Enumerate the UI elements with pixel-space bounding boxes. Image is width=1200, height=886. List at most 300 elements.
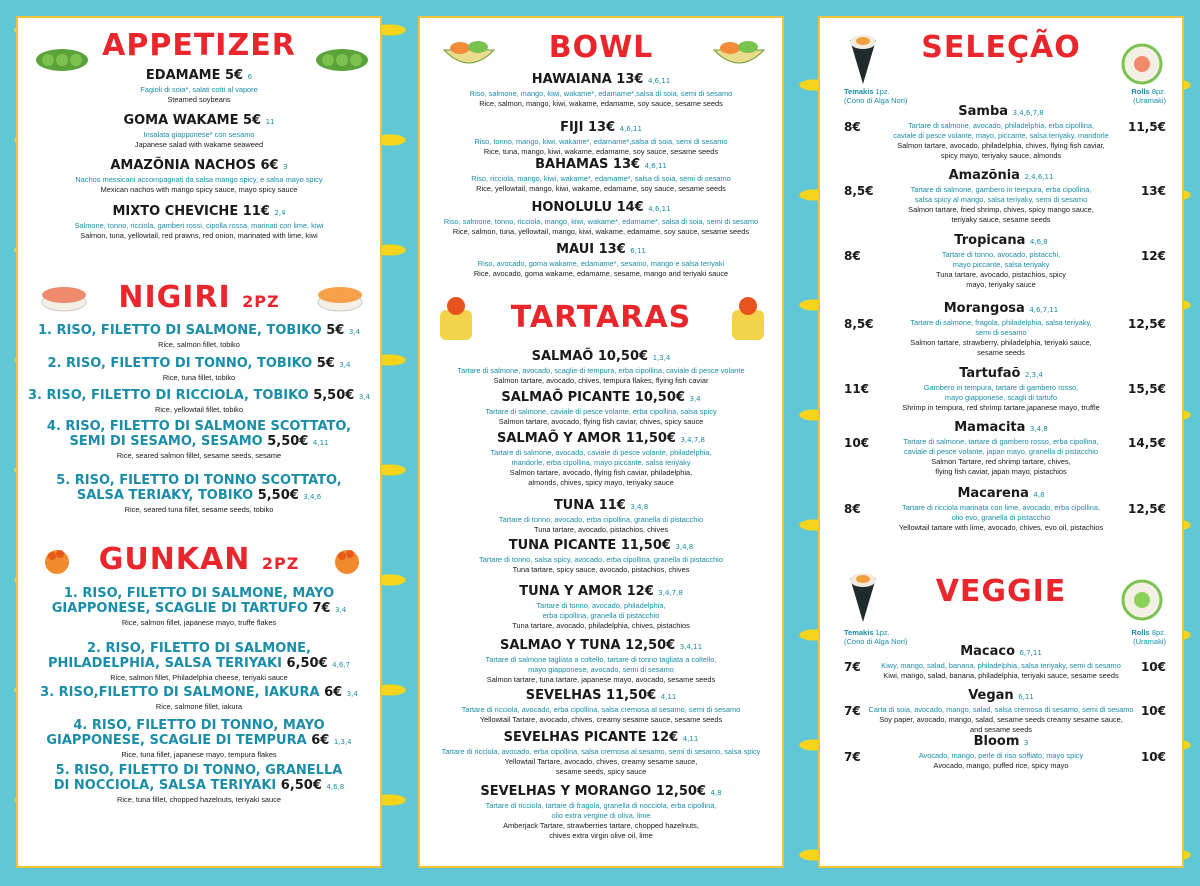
gunkan-item-name-line — [24, 601, 374, 618]
selecao-item-allergens: 4,6,8 — [1029, 238, 1048, 246]
nigiri-item-price: 5,50€ — [313, 388, 355, 403]
tartaras-item-italian: olio extra vergine di oliva, lime — [551, 811, 651, 820]
selecao-temaki-price: 11€ — [844, 382, 870, 396]
rolls-header-label: Rolls — [1131, 87, 1150, 96]
selecao-item-name — [826, 233, 1176, 250]
bowl-item-title: HONOLULU 14€ — [531, 200, 644, 215]
bowl-item-italian: Riso, salmone, tonno, ricciola, mango, kiwi, wakame*, edamame*, salsa di soia, semi di sesamo — [443, 217, 759, 226]
gunkan-item-allergens: 4,6,7 — [332, 661, 350, 669]
selecao-item — [826, 168, 1176, 225]
tartaras-item-english: Tuna tartare, avocado, philadelphia, chives, pistachios — [512, 621, 690, 630]
gunkan-item-english: Rice, tuna fillet, chopped hazelnuts, teriyaki sauce — [117, 795, 281, 804]
appetizer-item-title: GOMA WAKAME 5€ — [123, 113, 262, 128]
selecao-roll-price: 15,5€ — [1128, 382, 1166, 396]
tartaras-item-italian: mandorle, erba cipollina, mayo piccante, salsa teriyaky — [511, 458, 691, 467]
nigiri-item-name-text: SEMI DI SESAMO, SESAMO — [69, 434, 263, 449]
selecao-item-italian: olio evo, granella di pistacchio — [951, 513, 1051, 522]
bowl-item-allergens: 4,6,11 — [619, 125, 642, 133]
bowl-item-english: Rice, salmon, mango, kiwi, wakame, edamame, soy sauce, sesame seeds — [479, 99, 723, 108]
gunkan-item-price: 7€ — [312, 601, 331, 616]
bowl-item — [426, 157, 776, 194]
selecao-item-english: Tuna tartare, avocado, pistachios, spicy — [936, 270, 1066, 279]
gunkan-item-price: 6,50€ — [286, 656, 328, 671]
bowl-item-name — [426, 72, 776, 89]
tartaras-item — [426, 730, 776, 777]
nigiri-item-name-text: SALSA TERIAKY, TOBIKO — [76, 488, 254, 503]
veggie-roll-price: 10€ — [1140, 660, 1166, 674]
gunkan-item — [24, 685, 374, 712]
selecao-roll-price: 11,5€ — [1128, 120, 1166, 134]
bowl-item-name — [426, 242, 776, 259]
menu-panel-left — [16, 16, 382, 868]
tartaras-item-name — [426, 784, 776, 801]
gunkan-item-price: 6,50€ — [280, 778, 322, 793]
tartaras-item-english: Tuna tartare, spicy sauce, avocado, pistachios, chives — [512, 565, 690, 574]
selecao-item-italian: caviale di pesce volante, mayo, piccante, salsa teriyaky, mandorle — [893, 131, 1109, 140]
selecao-item — [826, 420, 1176, 477]
tartaras-item-english: Tuna tartare, avocado, pistachios, chives — [533, 525, 669, 534]
bowl-item — [426, 72, 776, 109]
gunkan-item — [24, 586, 374, 628]
nigiri-item-name-line — [24, 473, 374, 488]
selecao-item-name — [826, 301, 1176, 318]
veggie-roll-price: 10€ — [1140, 750, 1166, 764]
selecao-item-english: mayo, teriyaky sauce — [966, 280, 1036, 289]
section-title-bowl: BOWL — [548, 30, 654, 65]
appetizer-item-italian: Fagioli di soia*, salati cotti al vapore — [140, 85, 258, 94]
selecao-item — [826, 301, 1176, 358]
selecao-item-italian: Tartare di salmone, gambero in tempura, erba cipollina, — [910, 185, 1092, 194]
appetizer-item-italian: Nachos messicani accompagnati da salsa mango spicy, e salsa mayo spicy — [75, 175, 323, 184]
nigiri-item — [24, 388, 374, 415]
tartaras-item-english: Salmon tartare, avocado, flying fish caviar, philadelphia, — [509, 468, 693, 477]
tartaras-item — [426, 498, 776, 535]
veggie-item-allergens: 6,7,11 — [1019, 649, 1042, 657]
veggie-item-english: and sesame seeds — [969, 725, 1033, 734]
tartaras-item-title: TUNA PICANTE 11,50€ — [508, 538, 671, 553]
tartaras-item — [426, 584, 776, 631]
nigiri-item-name-line — [24, 356, 374, 373]
gunkan-item-name-line — [24, 718, 374, 733]
tartaras-item-title: SALMAÕ Y AMOR 11,50€ — [496, 431, 676, 446]
selecao-item-english: Shrimp in tempura, red shrimp tartare,japanese mayo, truffle — [902, 403, 1100, 412]
gunkan-item-english: Rice, salmone fillet, iakura — [155, 702, 243, 711]
selecao-item-title: Tartufaõ — [959, 366, 1021, 381]
veggie-temaki-header-label: Temakis — [844, 628, 874, 637]
tartaras-item-italian: erba cipollina, granella di pistacchio — [542, 611, 660, 620]
tartaras-item-italian: Tartare di tonno, salsa spicy, avocado, erba cipollina, granella di pistacchio — [479, 555, 723, 564]
appetizer-item-english: Japanese salad with wakame seaweed — [134, 140, 264, 149]
veggie-item-italian: Kiwy, mango, salad, banana, philadelphia, salsa teriyaky, semi di sesamo — [881, 661, 1121, 670]
gunkan-item-name-text: 1. RISO, FILETTO DI SALMONE, MAYO — [63, 586, 335, 601]
selecao-item-english: Salmon tartare, strawberry, philadelphia, teriyaki sauce, — [910, 338, 1092, 347]
tartaras-item-english: Amberjack Tartare, strawberries tartare, chopped hazelnuts, — [503, 821, 699, 830]
tartaras-item-name — [426, 730, 776, 747]
temaki-header-qty: 1pz. — [873, 87, 890, 96]
selecao-item-italian: Tartare di salmone, fragola, philadelphia, salsa teriyaky, — [910, 318, 1092, 327]
tartaras-item-title: TUNA Y AMOR 12€ — [519, 584, 654, 599]
bowl-item-title: MAUI 13€ — [556, 242, 626, 257]
selecao-roll-price: 14,5€ — [1128, 436, 1166, 450]
selecao-item-italian: mayo piccante, salsa teriyaky — [952, 260, 1050, 269]
tartaras-item — [426, 390, 776, 427]
nigiri-item-allergens: 3,4 — [358, 393, 370, 401]
veggie-item — [826, 734, 1176, 771]
gunkan-item-name-line — [24, 586, 374, 601]
nigiri-item-english: Rice, seared salmon fillet, sesame seeds, sesame — [116, 451, 282, 460]
nigiri-item-english: Rice, yellowtail fillet, tobiko — [155, 405, 243, 414]
nigiri-item-english: Rice, tuna fillet, tobiko — [162, 373, 236, 382]
gunkan-item-name-line — [24, 641, 374, 656]
appetizer-item-italian: Insalata giapponese* con sesamo — [143, 130, 255, 139]
tartaras-item — [426, 784, 776, 841]
selecao-item-english: sesame seeds — [977, 348, 1025, 357]
veggie-item — [826, 688, 1176, 735]
tartaras-item — [426, 538, 776, 575]
gunkan-item-name-text: 3. RISO,FILETTO DI SALMONE, IAKURA — [40, 685, 320, 700]
nigiri-item-name-text: 2. RISO, FILETTO DI TONNO, TOBIKO — [47, 356, 313, 371]
gunkan-item-price: 6€ — [311, 733, 330, 748]
tartaras-item-title: TUNA 11€ — [553, 498, 626, 513]
selecao-item-name — [826, 104, 1176, 121]
nigiri-item-name-line — [24, 488, 374, 505]
nigiri-item-price: 5,50€ — [257, 488, 299, 503]
gunkan-item-name-line — [24, 778, 374, 795]
section-title-tartaras: TARTARAS — [510, 300, 692, 335]
veggie-temaki-price: 7€ — [844, 704, 861, 718]
tartaras-item-english: almonds, chives, spicy mayo, teriyaky sauce — [528, 478, 674, 487]
bowl-item-allergens: 4,6,11 — [644, 162, 667, 170]
appetizer-item-english: Mexican nachos with mango spicy sauce, mayo spicy sauce — [100, 185, 298, 194]
temaki-column-header — [844, 87, 907, 105]
tartaras-item-title: SALMAÕ 10,50€ — [531, 349, 649, 364]
gunkan-item-english: Rice, salmon fillet, japanese mayo, truffe flakes — [121, 618, 277, 627]
tartaras-item-italian: Tartare di salmone, caviale di pesce volante, erba cipollina, salsa spicy — [485, 407, 717, 416]
nigiri-item-name-text: 1. RISO, FILETTO DI SALMONE, TOBIKO — [37, 323, 322, 338]
section-title-appetizer: APPETIZER — [102, 28, 296, 63]
nigiri-item-name-text: 5. RISO, FILETTO DI TONNO SCOTTATO, — [56, 473, 342, 488]
veggie-rolls-header-sub: (Uramaki) — [1133, 637, 1166, 646]
gunkan-item-name-text: 4. RISO, FILETTO DI TONNO, MAYO — [73, 718, 325, 733]
bowl-item-italian: Riso, avocado, goma wakame, edamame*, sesamo, mango e salsa teriyaki — [477, 259, 725, 268]
appetizer-item-name — [24, 113, 374, 130]
gunkan-item — [24, 718, 374, 760]
tartaras-item-english: Salmon tartare, avocado, chives, tempura flakes, flying fish caviar — [493, 376, 709, 385]
nigiri-item-name-line — [24, 323, 374, 340]
bowl-item-english: Rice, yellowtail, mango, kiwi, wakame, edamame, soy sauce, sesame seeds — [476, 184, 726, 193]
gunkan-item-name-line — [24, 763, 374, 778]
bowl-item-english: Rice, tuna, mango, kiwi, wakame, edamame, soy sauce, sesame seeds — [483, 147, 719, 156]
tartaras-item — [426, 638, 776, 685]
selecao-item-english: Salmon tartare, avocado, philadelphia, chives, flying fish caviar, — [897, 141, 1105, 150]
gunkan-pieces-label: 2PZ — [261, 554, 300, 573]
tartaras-item-name — [426, 688, 776, 705]
gunkan-item-allergens: 1,3,4 — [333, 738, 352, 746]
tartaras-item-allergens: 4,8 — [710, 789, 722, 797]
gunkan-item-allergens: 4,6,8 — [326, 783, 345, 791]
rolls-column-header — [1131, 87, 1166, 105]
nigiri-item-name-line — [24, 388, 374, 405]
gunkan-item-english: Rice, salmon fillet, Philadelphia cheese, teriyaki sauce — [110, 673, 288, 682]
tartaras-item-allergens: 3,4,7,8 — [680, 436, 705, 444]
selecao-item-name — [826, 366, 1176, 383]
selecao-temaki-price: 8€ — [844, 249, 861, 263]
tartaras-item-title: SEVELHAS 11,50€ — [525, 688, 657, 703]
selecao-item-italian: salsa spicy al mango, salsa teriyaky, semi di sesamo — [914, 195, 1088, 204]
appetizer-item — [24, 204, 374, 241]
tartaras-item-name — [426, 584, 776, 601]
bowl-item — [426, 120, 776, 157]
nigiri-item-price: 5€ — [316, 356, 335, 371]
nigiri-item-price: 5€ — [326, 323, 345, 338]
veggie-item-english: Soy paper, avocado, mango, salad, sesame seeds creamy sesame sauce, — [879, 715, 1123, 724]
nigiri-item-name-line — [24, 419, 374, 434]
appetizer-item-title: AMAZÕNIA NACHOS 6€ — [110, 158, 279, 173]
veggie-temaki-header-sub: (Cono di Alga Nori) — [844, 637, 908, 646]
veggie-item-name — [826, 734, 1176, 751]
nigiri-item — [24, 323, 374, 350]
veggie-temaki-price: 7€ — [844, 660, 861, 674]
selecao-item-english: Salmon Tartare, red shrimp tartare, chives, — [931, 457, 1071, 466]
bowl-item-name — [426, 120, 776, 137]
veggie-item-title: Bloom — [973, 734, 1020, 749]
veggie-item-italian: Avocado, mango, perle di riso soffiato, mayo spicy — [918, 751, 1084, 760]
gunkan-item-name-text: DI NOCCIOLA, SALSA TERIYAKI — [53, 778, 277, 793]
section-title-nigiri — [18, 280, 380, 315]
menu-panel-right — [818, 16, 1184, 868]
appetizer-item-allergens: 6 — [247, 73, 253, 81]
appetizer-item-allergens: 11 — [265, 118, 275, 126]
nigiri-item-name-text: 3. RISO, FILETTO DI RICCIOLA, TOBIKO — [28, 388, 309, 403]
tartaras-item-allergens: 4,11 — [682, 735, 699, 743]
bowl-item — [426, 200, 776, 237]
tartaras-item-allergens: 4,11 — [660, 693, 677, 701]
selecao-item-english: teriyaky sauce, sesame seeds — [951, 215, 1051, 224]
selecao-item-italian: Tartare di ricciola marinata con lime, avocado, erba cipollina, — [902, 503, 1100, 512]
appetizer-item-italian: Salmone, tonno, ricciola, gamberi rossi, cipolla rossa, marinati con lime, kiwi — [74, 221, 324, 230]
tartaras-item — [426, 688, 776, 725]
selecao-item-allergens: 3,4,8 — [1029, 425, 1048, 433]
menu-panel-middle — [418, 16, 784, 868]
bowl-item-italian: Riso, ricciola, mango, kiwi, wakame*, edamame*, salsa di soia, semi di sesamo — [471, 174, 731, 183]
selecao-item-italian: caviale di pesce volante, japan mayo, granella di pistacchio — [904, 447, 1098, 456]
gunkan-item-name-line — [24, 656, 374, 673]
tartaras-item-english: Salmon tartare, avocado, flying fish caviar, chives, spicy sauce — [498, 417, 704, 426]
tartaras-item-english: sesame seeds, spicy sauce — [555, 767, 647, 776]
nigiri-title-text: NIGIRI — [118, 280, 231, 315]
veggie-rolls-header-qty: 8pz. — [1149, 628, 1166, 637]
bowl-item-name — [426, 200, 776, 217]
tartaras-item-allergens: 3,4 — [689, 395, 701, 403]
nigiri-pieces-label: 2PZ — [242, 292, 280, 311]
tartaras-item-name — [426, 498, 776, 515]
veggie-item-allergens: 3 — [1023, 739, 1029, 747]
veggie-item-english: Kiwi, mango, salad, banana, philadelphia, teriyaki sauce, sesame seeds — [883, 671, 1119, 680]
appetizer-item-english: Salmon, tuna, yellowtail, red prawns, red onion, marinated with lime, kiwi — [80, 231, 318, 240]
tartaras-item-name — [426, 638, 776, 655]
selecao-roll-price: 13€ — [1140, 184, 1166, 198]
veggie-temaki-header-qty: 1pz. — [873, 628, 890, 637]
selecao-item-italian: Tartare di salmone, tartare di gambero rosso, erba cipollina, — [903, 437, 1099, 446]
gunkan-item-english: Rice, tuna fillet, japanese mayo, tempura flakes — [121, 750, 277, 759]
veggie-roll-price: 10€ — [1140, 704, 1166, 718]
bowl-item-title: FIJI 13€ — [560, 120, 616, 135]
tartaras-item-name — [426, 390, 776, 407]
nigiri-item-english: Rice, salmon fillet, tobiko — [158, 340, 240, 349]
tartaras-item — [426, 431, 776, 488]
tartaras-item-name — [426, 538, 776, 555]
tartaras-item-title: SALMAÕ PICANTE 10,50€ — [501, 390, 685, 405]
tartaras-item-italian: Tartare di ricciola, avocado, erba cipollina, salsa cremosa al sesamo, semi di sesamo, salsa spicy — [441, 747, 761, 756]
selecao-roll-price: 12,5€ — [1128, 502, 1166, 516]
gunkan-title-text: GUNKAN — [98, 542, 251, 577]
nigiri-item-allergens: 3,4 — [339, 361, 351, 369]
tartaras-item-allergens: 1,3,4 — [652, 354, 671, 362]
appetizer-item-english: Steamed soybeans — [167, 95, 231, 104]
tartaras-item-italian: Tartare di salmone, avocado, caviale di pesce volante, philadelphia, — [490, 448, 712, 457]
selecao-roll-price: 12€ — [1140, 249, 1166, 263]
gunkan-item-name-text: 2. RISO, FILETTO DI SALMONE, — [87, 641, 311, 656]
selecao-item — [826, 104, 1176, 161]
bowl-item-title: HAWAIANA 13€ — [531, 72, 644, 87]
selecao-temaki-price: 8€ — [844, 502, 861, 516]
tartaras-item-name — [426, 431, 776, 448]
appetizer-item-allergens: 3 — [283, 163, 288, 171]
gunkan-item-name-text: GIAPPONESE, SCAGLIE DI TARTUFO — [51, 601, 308, 616]
selecao-item-english: spicy mayo, teriyaky sauce, almonds — [940, 151, 1062, 160]
tartaras-item-allergens: 3,4,8 — [630, 503, 649, 511]
tartaras-item-title: SEVELHAS PICANTE 12€ — [503, 730, 679, 745]
selecao-item-italian: Gambero in tempura, tartare di gambero rosso, — [923, 383, 1079, 392]
gunkan-item-name-text: PHILADELPHIA, SALSA TERIYAKI — [48, 656, 282, 671]
appetizer-item-name — [24, 158, 374, 175]
selecao-temaki-price: 10€ — [844, 436, 870, 450]
section-title-selecao: SELEÇÃO — [921, 30, 1081, 65]
tartaras-item-english: Yellowtail Tartare, avocado, chives, creamy sesame sauce, — [504, 757, 698, 766]
tartaras-item-english: Yellowtail Tartare, avocado, chives, creamy sesame sauce, sesame seeds — [479, 715, 723, 724]
tartaras-item-allergens: 3,4,11 — [679, 643, 703, 651]
tartaras-item-italian: mayo giapponese, avocado, semi di sesamo — [528, 665, 674, 674]
bowl-item-name — [426, 157, 776, 174]
selecao-item-title: Tropicana — [954, 233, 1026, 248]
bowl-item-allergens: 4,6,11 — [647, 77, 671, 85]
gunkan-item-name-line — [24, 685, 374, 702]
selecao-item-allergens: 4,8 — [1033, 491, 1045, 499]
tartaras-item-title: SEVELHAS Y MORANGO 12,50€ — [480, 784, 706, 799]
selecao-temaki-price: 8,5€ — [844, 184, 874, 198]
appetizer-item-allergens: 2,4 — [274, 209, 286, 217]
tartaras-item — [426, 349, 776, 386]
selecao-item-italian: Tartare di tonno, avocado, pistacchi, — [941, 250, 1061, 259]
bowl-item-italian: Riso, tonno, mango, kiwi, wakame*, edamame*,salsa di soia, semi di sesamo — [474, 137, 728, 146]
nigiri-item — [24, 356, 374, 383]
appetizer-item-name — [24, 68, 374, 85]
selecao-item-title: Amazõnia — [948, 168, 1020, 183]
selecao-item — [826, 233, 1176, 290]
veggie-item-name — [826, 688, 1176, 705]
gunkan-item-name-text: 5. RISO, FILETTO DI TONNO, GRANELLA — [55, 763, 343, 778]
selecao-item — [826, 486, 1176, 533]
veggie-item-italian: Carta di soia, avocado, mango, salad, salsa cremosa di sesamo, semi di sesamo — [868, 705, 1134, 714]
appetizer-item-name — [24, 204, 374, 221]
selecao-item-italian: mayo giapponese, scagli di tartufo — [944, 393, 1058, 402]
gunkan-item-allergens: 3,4 — [346, 690, 358, 698]
selecao-item-name — [826, 420, 1176, 437]
nigiri-item-name-text: 4. RISO, FILETTO DI SALMONE SCOTTATO, — [46, 419, 352, 434]
appetizer-item — [24, 113, 374, 150]
bowl-item-english: Rice, avocado, goma wakame, edamame, sesame, mango and teriyaki sauce — [473, 269, 729, 278]
gunkan-item-price: 6€ — [324, 685, 343, 700]
appetizer-item-title: MIXTO CHEVICHE 11€ — [112, 204, 270, 219]
appetizer-item — [24, 68, 374, 105]
nigiri-item-allergens: 3,4 — [348, 328, 361, 336]
selecao-item-english: Yellowtail tartare with lime, avocado, chives, evo oil, pistachios — [898, 523, 1104, 532]
tartaras-item-italian: Tartare di tonno, avocado, erba cipollina, granella di pistacchio — [498, 515, 704, 524]
veggie-item-name — [826, 644, 1176, 661]
tartaras-item-allergens: 3,4,7,8 — [658, 589, 683, 597]
appetizer-item — [24, 158, 374, 195]
gunkan-item — [24, 641, 374, 683]
selecao-roll-price: 12,5€ — [1128, 317, 1166, 331]
bowl-item-italian: Riso, salmone, mango, kiwi, wakame*, edamame*,salsa di soia, semi di sesamo — [469, 89, 733, 98]
tartaras-item-italian: Tartare di salmone tagliata a coltello, tartare di tonno tagliata a coltello, — [485, 655, 717, 664]
veggie-item — [826, 644, 1176, 681]
section-title-veggie: VEGGIE — [935, 574, 1067, 609]
tartaras-item-title: SALMAO Y TUNA 12,50€ — [499, 638, 676, 653]
bowl-item-allergens: 6,11 — [630, 247, 646, 255]
selecao-temaki-price: 8,5€ — [844, 317, 874, 331]
selecao-item-allergens: 2,4,6,11 — [1024, 173, 1054, 181]
bowl-item-title: BAHAMAS 13€ — [535, 157, 641, 172]
selecao-item-allergens: 4,6,7,11 — [1029, 306, 1059, 314]
selecao-item-english: Salmon tartare, fried shrimp, chives, spicy mango sauce, — [908, 205, 1094, 214]
tartaras-item-allergens: 3,4,8 — [675, 543, 694, 551]
nigiri-item-allergens: 3,4,6 — [303, 493, 322, 501]
selecao-item — [826, 366, 1176, 413]
nigiri-item-price: 5,50€ — [267, 434, 309, 449]
gunkan-item-allergens: 3,4 — [335, 606, 347, 614]
selecao-item-italian: semi di sesamo — [975, 328, 1027, 337]
selecao-item-allergens: 3,4,6,7,8 — [1012, 109, 1044, 117]
selecao-item-title: Samba — [958, 104, 1009, 119]
veggie-item-title: Macaco — [960, 644, 1016, 659]
temaki-header-sub: (Cono di Alga Nori) — [844, 96, 908, 105]
tartaras-item-italian: Tartare di ricciola, tartare di fragola, granella di nocciola, erba cipollina, — [485, 801, 717, 810]
bowl-item-english: Rice, salmon, tuna, yellowtail, mango, kiwi, wakame, edamame, soy sauce, sesame seeds — [452, 227, 750, 236]
tartaras-item-italian: Tartare di tonno, avocado, philadelphia, — [536, 601, 666, 610]
gunkan-item-name-line — [24, 733, 374, 750]
selecao-item-title: Morangosa — [943, 301, 1025, 316]
nigiri-item-name-line — [24, 434, 374, 451]
nigiri-item-allergens: 4,11 — [312, 439, 329, 447]
veggie-item-allergens: 6,11 — [1018, 693, 1034, 701]
section-title-gunkan — [18, 542, 380, 577]
bowl-item — [426, 242, 776, 279]
veggie-item-english: Avocado, mango, puffed rice, spicy mayo — [933, 761, 1069, 770]
selecao-item-name — [826, 486, 1176, 503]
rolls-header-qty: 8pz. — [1149, 87, 1166, 96]
veggie-item-title: Vegan — [968, 688, 1014, 703]
nigiri-item — [24, 419, 374, 461]
rolls-header-sub: (Uramaki) — [1133, 96, 1166, 105]
selecao-item-english: flying fish caviar, japan mayo, pistachios — [935, 467, 1067, 476]
selecao-item-name — [826, 168, 1176, 185]
tartaras-item-italian: Tartare di ricciola, avocado, erba cipollina, salsa cremosa al sesamo, semi di sesamo — [461, 705, 741, 714]
bowl-item-allergens: 4,6,11 — [648, 205, 671, 213]
selecao-item-allergens: 2,3,4 — [1024, 371, 1043, 379]
tartaras-item-english: chives extra virgin olive oil, lime — [549, 831, 653, 840]
appetizer-item-title: EDAMAME 5€ — [145, 68, 244, 83]
